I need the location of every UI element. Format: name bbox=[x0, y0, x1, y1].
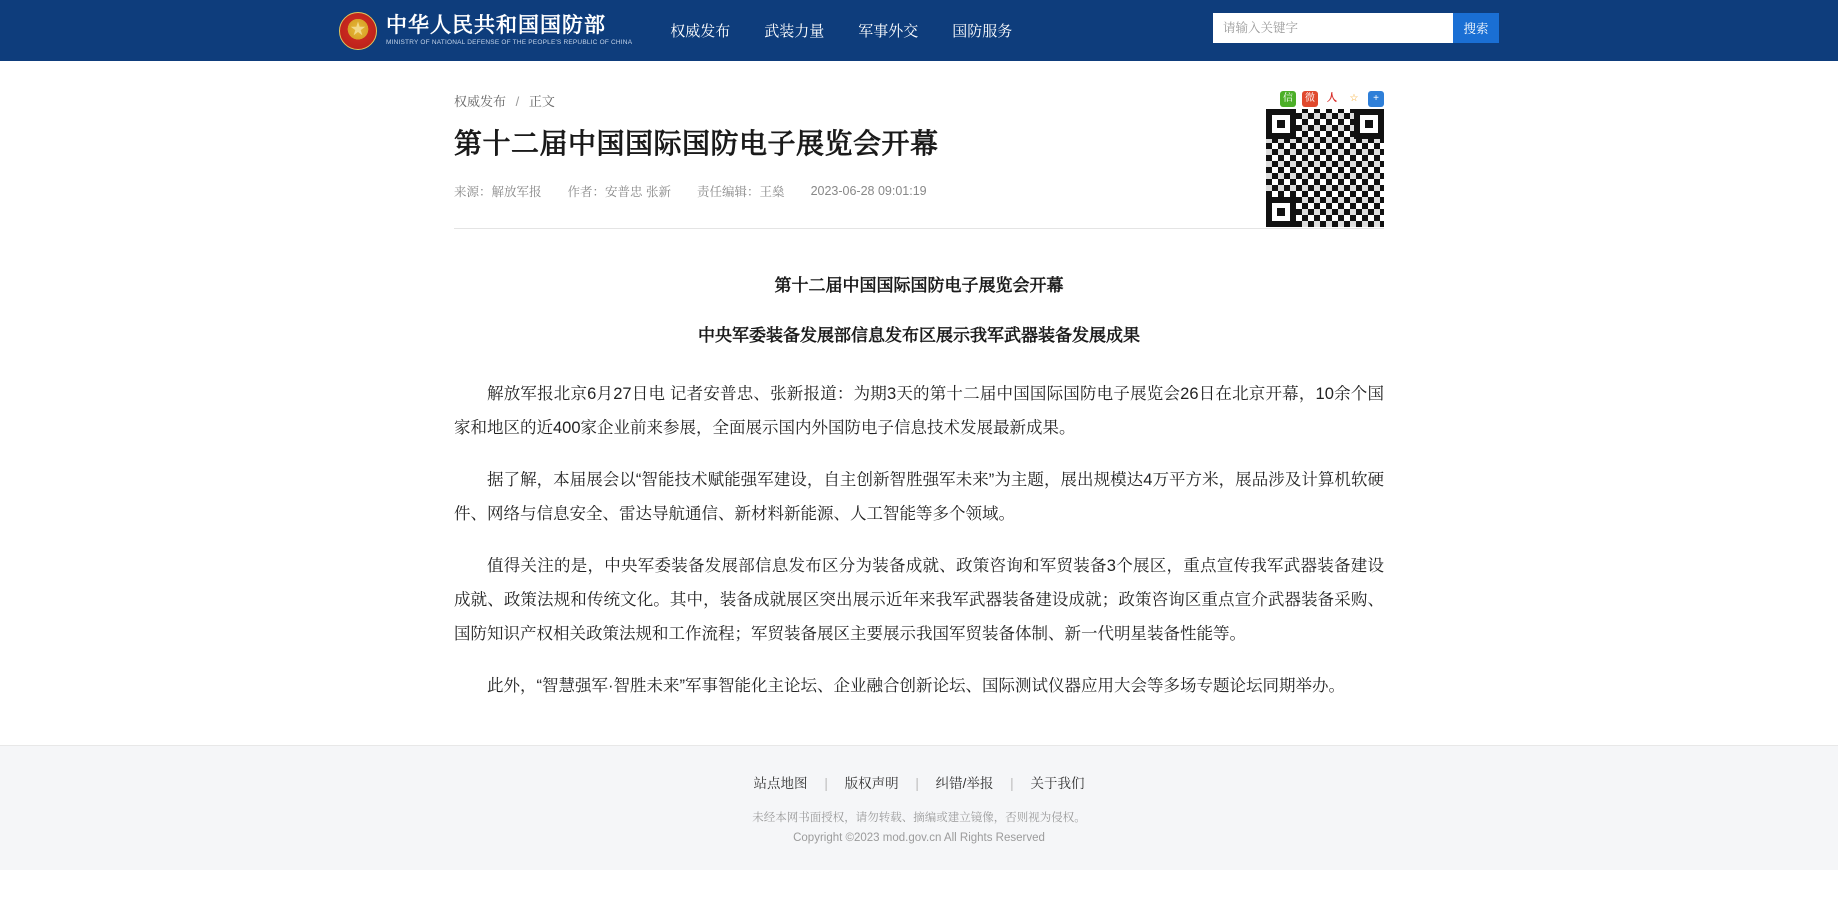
meta-author-value: 安普忠 张新 bbox=[605, 185, 672, 199]
header-right-area bbox=[1199, 0, 1499, 61]
national-emblem-icon bbox=[339, 12, 377, 50]
main-nav bbox=[670, 20, 1012, 41]
weibo-icon[interactable]: 微 bbox=[1302, 91, 1318, 107]
pdf-icon[interactable]: 人 bbox=[1324, 91, 1340, 107]
more-share-icon[interactable]: + bbox=[1368, 91, 1384, 107]
content-divider bbox=[454, 228, 1384, 229]
footer-copyright: Copyright ©2023 mod.gov.cn All Rights Reserved bbox=[793, 832, 1045, 844]
site-header bbox=[0, 0, 1838, 61]
search-input[interactable] bbox=[1213, 13, 1453, 43]
footer-separator: | bbox=[824, 776, 828, 791]
article-paragraph: 此外，“智慧强军·智胜未来”军事智能化主论坛、企业融合创新论坛、国际测试仪器应用大会等多场专题论坛同期举办。 bbox=[487, 677, 1345, 695]
nav-item-defense-services[interactable]: 国防服务 bbox=[952, 23, 1013, 40]
article-paragraph: 解放军报北京6月27日电 记者安普忠、张新报道：为期3天的第十二届中国国际国防电子展览会26日在北京开幕，10余个国家和地区的近400家企业前来参展，全面展示国内外国防电子信息技术发展最新成果。 bbox=[454, 385, 1384, 437]
logo-title-cn: 中华人民共和国国防部 bbox=[386, 13, 606, 37]
footer-link-copyright-statement[interactable]: 版权声明 bbox=[844, 776, 899, 791]
header-inner bbox=[339, 0, 1499, 61]
meta-datetime: 2023-06-28 09:01:19 bbox=[810, 184, 927, 198]
meta-source bbox=[454, 182, 542, 200]
footer-separator: | bbox=[1010, 776, 1014, 791]
page-body bbox=[0, 61, 1838, 745]
logo-title-en: MINISTRY OF NATIONAL DEFENSE OF THE PEOPLE'S REPUBLIC OF CHINA bbox=[386, 38, 633, 46]
document-subtitle: 中央军委装备发展部信息发布区展示我军武器装备发展成果 bbox=[698, 326, 1140, 345]
footer-link-report-error[interactable]: 纠错/举报 bbox=[935, 776, 994, 791]
article-paragraph: 值得关注的是，中央军委装备发展部信息发布区分为装备成就、政策咨询和军贸装备3个展区，重点宣传我军武器装备建设成就、政策法规和传统文化。其中，装备成就展区突出展示近年来我军武器装备建设成就；政策咨询区重点宣介武器装备采购、国防知识产权相关政策法规和工作流程；军贸装备展区主要展示我国军贸装备体制、新一代明星装备性能等。 bbox=[454, 557, 1384, 643]
meta-source-label: 来源： bbox=[454, 185, 492, 199]
site-footer bbox=[0, 745, 1838, 870]
meta-editor-label: 责任编辑： bbox=[697, 185, 760, 199]
site-logo[interactable] bbox=[339, 12, 632, 50]
search-button[interactable]: 搜索 bbox=[1453, 13, 1499, 43]
page-title: 第十二届中国国际国防电子展览会开幕 bbox=[454, 128, 939, 159]
breadcrumb-separator: / bbox=[515, 94, 520, 109]
meta-source-value: 解放军报 bbox=[491, 185, 542, 199]
meta-editor bbox=[697, 182, 785, 200]
article-meta bbox=[454, 182, 1384, 228]
footer-separator: | bbox=[915, 776, 919, 791]
breadcrumb-item-current[interactable]: 正文 bbox=[528, 94, 555, 109]
qrcode-eye-top-right bbox=[1354, 109, 1384, 139]
meta-editor-value: 王燊 bbox=[759, 185, 785, 199]
footer-link-about-us[interactable]: 关于我们 bbox=[1030, 776, 1085, 791]
logo-text bbox=[386, 14, 632, 48]
bottom-strip bbox=[0, 870, 1838, 884]
qrcode-eye-top-left bbox=[1266, 109, 1296, 139]
share-toolbar bbox=[1280, 91, 1384, 107]
breadcrumb-item-channel[interactable]: 权威发布 bbox=[454, 94, 507, 109]
nav-item-authoritative[interactable]: 权威发布 bbox=[670, 23, 731, 40]
search-box bbox=[1213, 13, 1499, 43]
favorite-icon[interactable]: ☆ bbox=[1346, 91, 1362, 107]
breadcrumb bbox=[454, 91, 1384, 110]
footer-link-sitemap[interactable]: 站点地图 bbox=[753, 776, 808, 791]
meta-author bbox=[568, 182, 672, 200]
qrcode-image bbox=[1266, 109, 1384, 227]
article-container bbox=[454, 61, 1384, 703]
wechat-icon[interactable]: 信 bbox=[1280, 91, 1296, 107]
qrcode-inner bbox=[1266, 109, 1384, 227]
nav-item-armed-forces[interactable]: 武装力量 bbox=[764, 23, 825, 40]
footer-legal-note: 未经本网书面授权，请勿转载、摘编或建立镜像，否则视为侵权。 bbox=[752, 812, 1086, 824]
article-paragraph: 据了解，本届展会以“智能技术赋能强军建设，自主创新智胜强军未来”为主题，展出规模达4万平方米，展品涉及计算机软硬件、网络与信息安全、雷达导航通信、新材料新能源、人工智能等多个领域。 bbox=[454, 471, 1384, 523]
meta-author-label: 作者： bbox=[567, 185, 606, 199]
footer-links bbox=[0, 772, 1838, 792]
qrcode-eye-bottom-left bbox=[1266, 197, 1296, 227]
nav-item-military-diplomacy[interactable]: 军事外交 bbox=[858, 23, 919, 40]
document-title: 第十二届中国国际国防电子展览会开幕 bbox=[774, 276, 1064, 295]
